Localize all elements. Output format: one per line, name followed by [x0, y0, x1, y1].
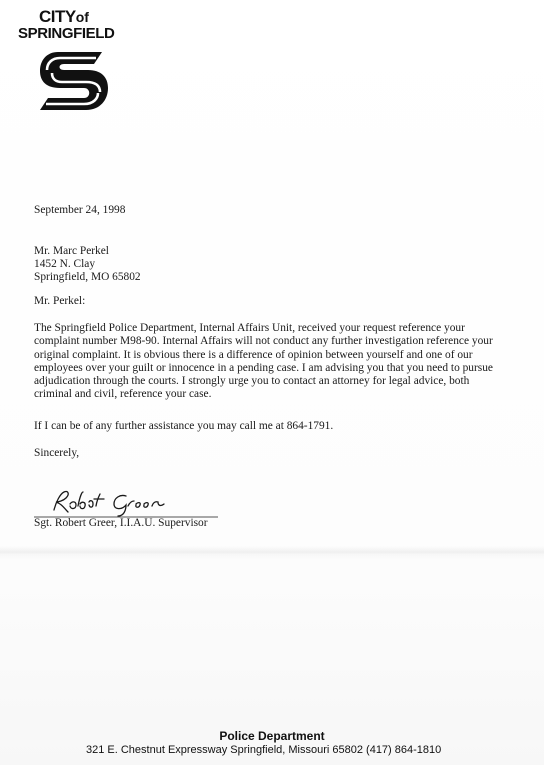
body-line: complaint number M98-90. Internal Affairs will not conduct any further investigation reference your	[34, 335, 493, 348]
paper-fold-shadow	[0, 546, 544, 560]
body-paragraph-2: If I can be of any further assistance you may call me at 864-1791.	[34, 420, 334, 432]
salutation: Mr. Perkel:	[34, 295, 86, 307]
handwritten-signature	[34, 488, 224, 518]
logo-city-of-text	[39, 8, 89, 26]
body-line: original complaint. It is obvious there is a difference of opinion between yourself and one of our	[34, 348, 473, 361]
body-line: criminal and civil, reference your case.	[34, 388, 212, 401]
recipient-name: Mr. Marc Perkel	[34, 245, 109, 257]
body-paragraph-1	[34, 322, 534, 402]
letter-date: September 24, 1998	[34, 204, 126, 216]
closing: Sincerely,	[34, 447, 80, 459]
body-line: The Springfield Police Department, Internal Affairs Unit, received your request reference your	[34, 322, 465, 334]
body-line: employees over your guilt or innocence in a pending case. I am advising you that you need to pursue	[34, 361, 493, 374]
body-line: adjudication through the courts. I strongly urge you to contact an attorney for legal advice, both	[34, 375, 470, 388]
recipient-street: 1452 N. Clay	[34, 258, 96, 270]
recipient-city-state-zip: Springfield, MO 65802	[34, 271, 141, 283]
city-s-logo-icon	[38, 52, 108, 110]
logo-city-word: CITY	[39, 7, 76, 26]
footer-address: 321 E. Chestnut Expressway Springfield, Missouri 65802 (417) 864-1810	[86, 744, 442, 756]
logo-of-word: of	[75, 9, 89, 25]
footer-department: Police Department	[219, 729, 325, 743]
logo-springfield-text: SPRINGFIELD	[18, 25, 115, 42]
signer-name-title: Sgt. Robert Greer, I.I.A.U. Supervisor	[34, 517, 208, 529]
